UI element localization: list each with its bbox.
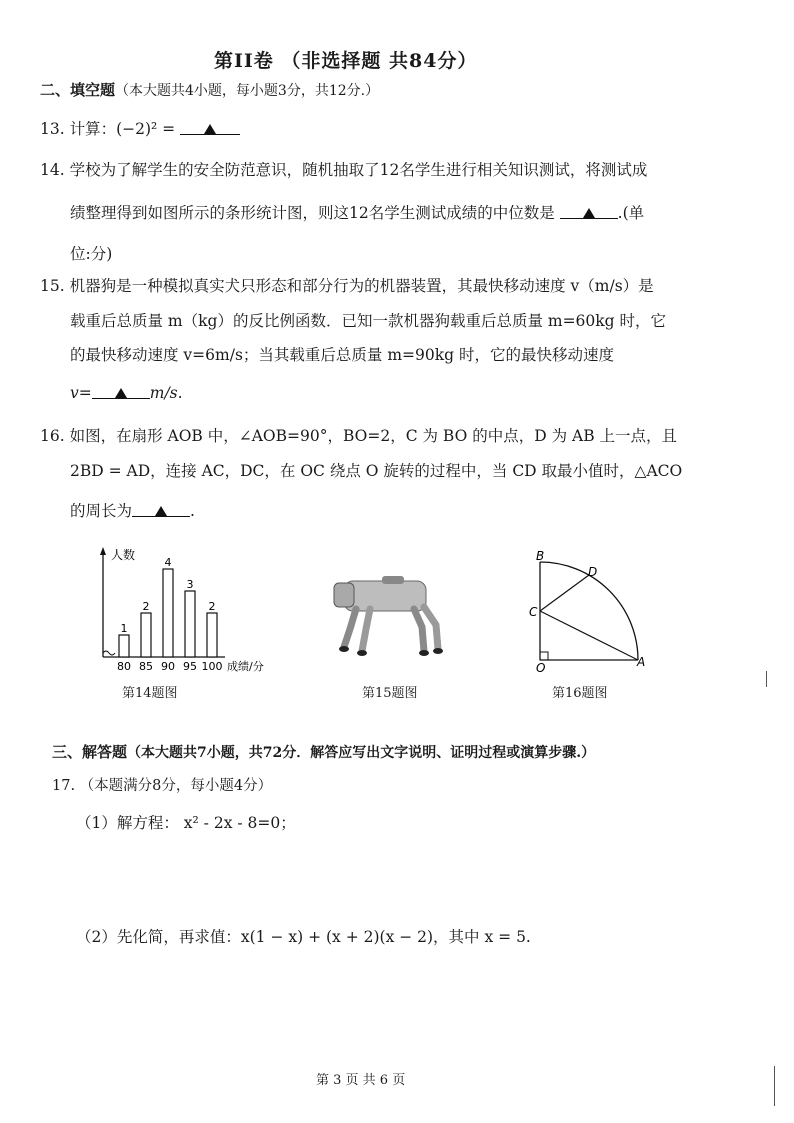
q16-line1 bbox=[40, 424, 677, 446]
q16-text-line1: 如图，在扇形 AOB 中，∠AOB=90°，BO=2，C 为 BO 的中点，D 为 AB 上一点，且 bbox=[69, 427, 678, 445]
page-footer: 第 3 页 共 6 页 bbox=[316, 1073, 406, 1088]
robot-dog-icon bbox=[334, 576, 443, 656]
q14-line2 bbox=[70, 201, 644, 223]
axis-break-icon bbox=[103, 651, 115, 655]
q15-text-line4b: m/s. bbox=[149, 384, 183, 402]
section2-heading bbox=[40, 79, 379, 100]
q17-part2: （2）先化简，再求值：x(1 − x) + (x + 2)(x − 2)，其中 x = 5. bbox=[76, 928, 531, 946]
x-tick-label: 100 bbox=[201, 660, 223, 673]
q17-number: 17. bbox=[52, 778, 76, 794]
q14-number: 14. bbox=[40, 161, 65, 179]
bar-100 bbox=[207, 613, 217, 657]
label-A: A bbox=[637, 655, 646, 669]
fig14-bar-chart bbox=[95, 545, 285, 675]
q14-text-line2: 绩整理得到如图所示的条形统计图，则这12名学生测试成绩的中位数是 bbox=[70, 204, 555, 222]
bar-value-label: 2 bbox=[208, 600, 216, 613]
bar-value-label: 1 bbox=[120, 622, 128, 635]
q15-line4 bbox=[70, 384, 183, 402]
q15-text-line2: 载重后总质量 m（kg）的反比例函数．已知一款机器狗载重后总质量 m=60kg 时，它 bbox=[70, 312, 667, 330]
q16-text-line3b: . bbox=[190, 502, 195, 520]
q15-text-line4a: v= bbox=[70, 384, 92, 402]
triangle-icon bbox=[155, 506, 167, 516]
bar-85 bbox=[141, 613, 151, 657]
triangle-icon bbox=[115, 388, 127, 398]
y-axis-arrow-icon bbox=[100, 547, 106, 555]
section2-note: （本大题共4小题，每小题3分，共12分.） bbox=[115, 83, 380, 99]
label-D: D bbox=[588, 565, 598, 579]
q16-text-line3a: 的周长为 bbox=[70, 502, 133, 520]
fig15-robot-dog bbox=[326, 567, 456, 672]
bar-90 bbox=[163, 569, 173, 657]
bar-80 bbox=[119, 635, 129, 657]
q14-text-line1: 学校为了解学生的安全防范意识，随机抽取了12名学生进行相关知识测试，将测试成 bbox=[69, 161, 648, 179]
q16-number: 16. bbox=[40, 427, 65, 445]
label-O: O bbox=[536, 661, 546, 675]
bar-95 bbox=[185, 591, 195, 657]
question-13 bbox=[40, 117, 240, 139]
x-tick-label: 95 bbox=[183, 660, 197, 673]
x-tick-label: 80 bbox=[117, 660, 131, 673]
q14-answer-blank[interactable] bbox=[560, 204, 618, 219]
q15-number: 15. bbox=[40, 277, 65, 295]
q17-header bbox=[52, 774, 272, 795]
section2-title: 二、填空题 bbox=[40, 81, 116, 99]
q15-line1 bbox=[40, 274, 654, 296]
scan-mark bbox=[766, 671, 767, 687]
q14-text-line3: 位:分) bbox=[70, 245, 113, 263]
q14-text-unit: .(单 bbox=[617, 204, 645, 222]
label-C: C bbox=[529, 605, 538, 619]
label-B: B bbox=[536, 550, 545, 563]
bar-series bbox=[117, 556, 223, 673]
paper-title: 第II卷 （非选择题 共84分） bbox=[214, 50, 478, 72]
triangle-icon bbox=[583, 208, 595, 218]
q15-text-line3: 的最快移动速度 v=6m/s；当其载重后总质量 m=90kg 时，它的最快移动速度 bbox=[70, 346, 614, 364]
section3-note: （本大题共7小题，共72分．解答应写出文字说明、证明过程或演算步骤.） bbox=[127, 745, 596, 761]
q15-text-line1: 机器狗是一种模拟真实犬只形态和部分行为的机器装置，其最快移动速度 v（m/s）是 bbox=[69, 277, 654, 295]
bar-value-label: 3 bbox=[186, 578, 194, 591]
q17-header-text: （本题满分8分，每小题4分） bbox=[79, 778, 273, 794]
q14-line1 bbox=[40, 158, 647, 180]
q13-answer-blank[interactable] bbox=[180, 120, 240, 135]
segment-AC bbox=[540, 611, 638, 660]
segment-CD bbox=[540, 575, 589, 611]
triangle-icon bbox=[204, 124, 216, 134]
bar-value-label: 2 bbox=[142, 600, 150, 613]
fig16-sector-diagram bbox=[528, 550, 653, 675]
q16-line3 bbox=[70, 499, 195, 521]
q15-answer-blank[interactable] bbox=[92, 384, 150, 399]
q13-number: 13. bbox=[40, 120, 65, 138]
q17-part1: （1）解方程： x² - 2x - 8=0； bbox=[76, 814, 296, 832]
q16-answer-blank[interactable] bbox=[132, 502, 190, 517]
y-axis-label: 人数 bbox=[111, 548, 136, 562]
scan-mark bbox=[774, 1066, 775, 1106]
right-angle-mark-icon bbox=[540, 652, 548, 660]
fig15-caption: 第15题图 bbox=[362, 686, 418, 701]
x-tick-label: 90 bbox=[161, 660, 175, 673]
x-axis-label: 成绩/分 bbox=[227, 660, 264, 673]
q16-text-line2: 2BD = AD，连接 AC，DC，在 OC 绕点 O 旋转的过程中，当 CD 取最小值时，△ACO bbox=[70, 462, 683, 480]
fig14-caption: 第14题图 bbox=[122, 686, 178, 701]
section3-title: 三、解答题 bbox=[52, 743, 128, 761]
q13-text: 计算：(−2)² = bbox=[69, 120, 176, 138]
fig16-caption: 第16题图 bbox=[552, 686, 608, 701]
section3-heading bbox=[52, 741, 595, 762]
bar-value-label: 4 bbox=[164, 556, 172, 569]
x-tick-label: 85 bbox=[139, 660, 153, 673]
